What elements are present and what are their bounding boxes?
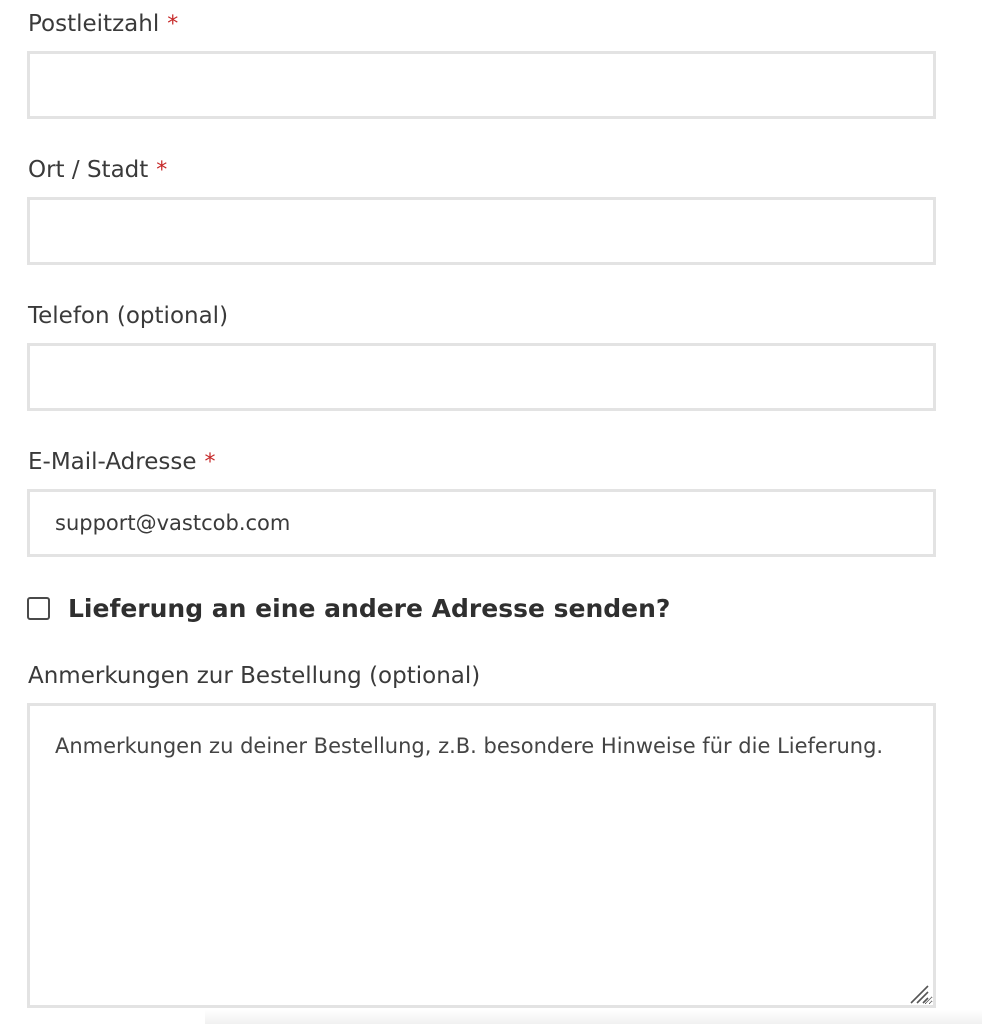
order-notes-label (28, 661, 480, 691)
ship-to-different-address-label[interactable]: Lieferung an eine andere Adresse senden? (68, 593, 671, 623)
postal-code-input[interactable] (27, 51, 936, 119)
phone-label (28, 301, 228, 331)
postal-code-label (28, 9, 178, 40)
postal-code-label-text: Postleitzahl (28, 11, 160, 37)
email-label (28, 447, 216, 478)
ship-to-different-address-checkbox[interactable] (27, 597, 50, 620)
phone-label-text: Telefon (optional) (28, 303, 229, 329)
order-notes-textarea[interactable] (27, 703, 936, 1008)
required-marker: * (204, 450, 216, 475)
city-label-text: Ort / Stadt (28, 157, 149, 183)
required-marker: * (156, 158, 168, 183)
phone-input[interactable] (27, 343, 936, 411)
city-input[interactable] (27, 197, 936, 265)
city-label (28, 155, 167, 186)
bottom-fade (205, 1010, 982, 1024)
required-marker: * (167, 12, 179, 37)
email-input[interactable] (27, 489, 936, 557)
email-label-text: E-Mail-Adresse (28, 449, 197, 475)
resize-grip-icon[interactable] (908, 984, 930, 1004)
order-notes-label-text: Anmerkungen zur Bestellung (optional) (28, 663, 481, 689)
ship-to-different-address-row[interactable] (27, 590, 670, 626)
